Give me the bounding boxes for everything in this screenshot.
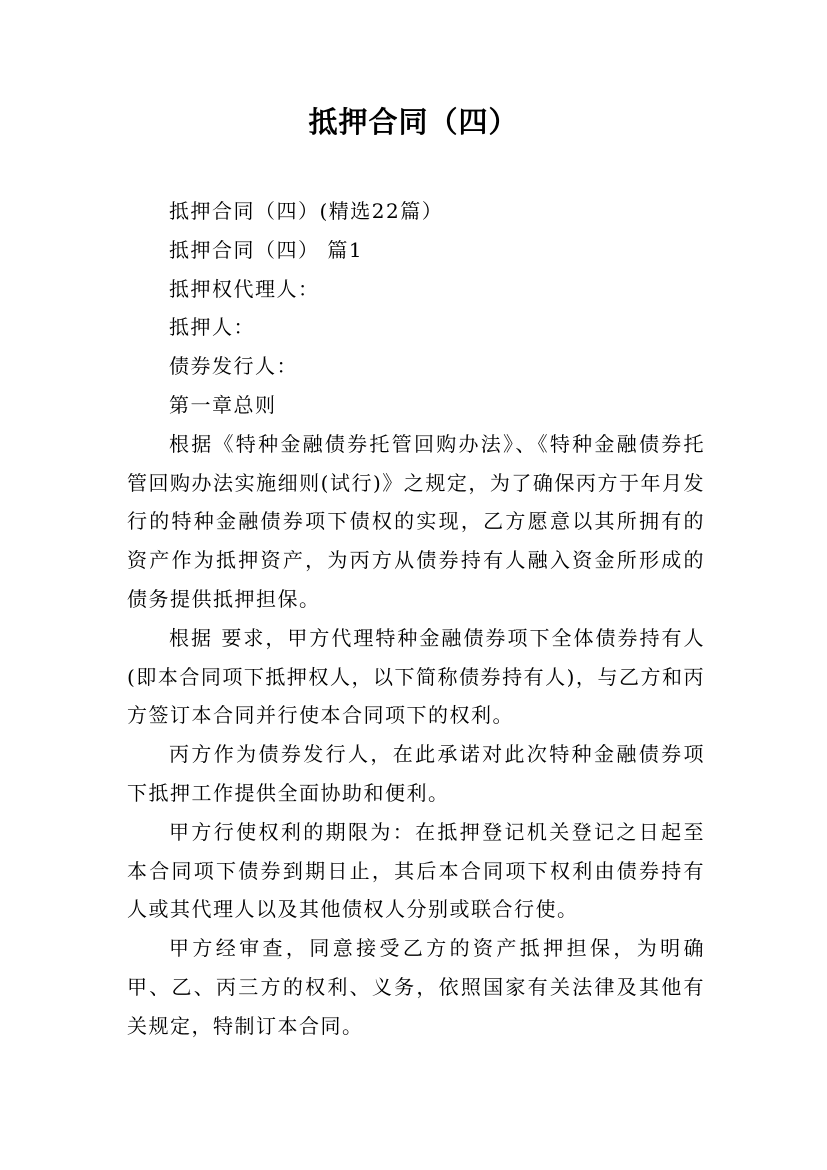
paragraph-issuer-commitment: 丙方作为债券发行人，在此承诺对此次特种金融债券项下抵押工作提供全面协助和便利。 <box>127 742 705 805</box>
mortgagor-label: 抵押人： <box>169 315 255 340</box>
chapter-heading: 第一章总则 <box>169 392 277 417</box>
document-body <box>127 192 705 1046</box>
subtitle-line: 抵押合同（四）(精选22篇） <box>169 199 444 223</box>
section-heading: 抵押合同（四） 篇1 <box>169 237 364 262</box>
document-title: 抵押合同（四） <box>308 105 519 139</box>
paragraph-purpose: 根据《特种金融债券托管回购办法》、《特种金融债券托管回购办法实施细则(试行)》之规定，为了确保丙方于年月发行的特种金融债券项下债权的实现，乙方愿意以其所拥有的资产作为抵押资产，为丙方从债券持有人融入资金所形成的债务提供抵押担保。 <box>127 431 705 611</box>
mortgage-agent-label: 抵押权代理人： <box>169 276 320 301</box>
bond-issuer-label: 债券发行人： <box>169 354 298 379</box>
paragraph-agreement: 甲方经审查，同意接受乙方的资产抵押担保，为明确甲、乙、丙三方的权利、义务，依照国家有关法律及其他有关规定，特制订本合同。 <box>127 936 705 1038</box>
paragraph-agency: 根据 要求，甲方代理特种金融债券项下全体债券持有人(即本合同项下抵押权人，以下简称债券持有人)，与乙方和丙方签订本合同并行使本合同项下的权利。 <box>127 625 705 728</box>
paragraph-term: 甲方行使权利的期限为：在抵押登记机关登记之日起至本合同项下债券到期日止，其后本合同项下权利由债券持有人或其代理人以及其他债权人分别或联合行使。 <box>127 819 705 922</box>
